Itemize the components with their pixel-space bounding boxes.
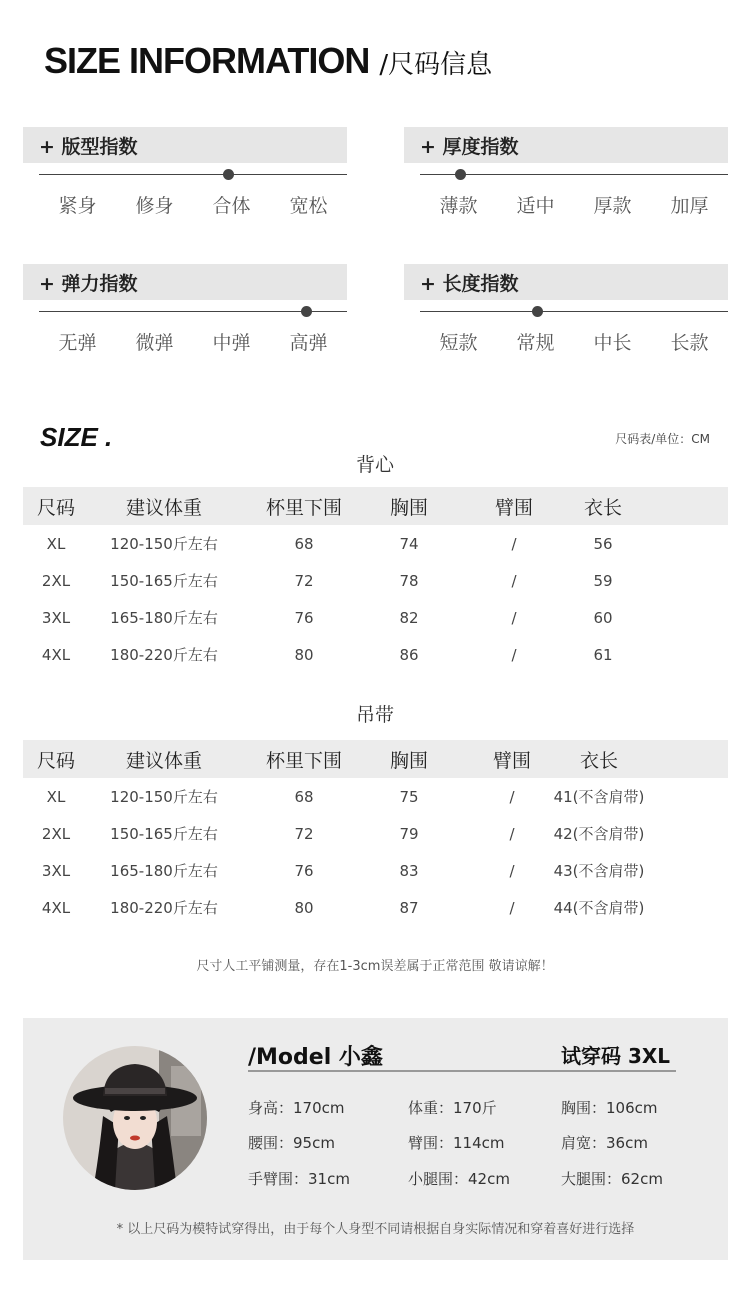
elasticity-index-label: + 弹力指数 bbox=[39, 273, 138, 295]
table-cell: / bbox=[511, 534, 517, 553]
table-row bbox=[23, 889, 728, 926]
header-cell: 尺码 bbox=[36, 496, 75, 519]
elasticity-index bbox=[23, 264, 331, 384]
model-avatar bbox=[63, 1046, 207, 1190]
table-cell: 80 bbox=[294, 898, 314, 917]
table-cell: 76 bbox=[294, 608, 314, 627]
header-cell: 尺码 bbox=[36, 749, 75, 772]
table-cell: 3XL bbox=[41, 861, 71, 880]
table-cell: 79 bbox=[399, 824, 419, 843]
thickness-index bbox=[404, 127, 712, 247]
header-cell: 臂围 bbox=[492, 749, 531, 772]
table-cell: 74 bbox=[399, 534, 419, 553]
table-cell: 120-150斤左右 bbox=[110, 535, 218, 553]
length-option: 长款 bbox=[670, 332, 709, 354]
thickness-option: 加厚 bbox=[670, 195, 709, 217]
table-header bbox=[23, 487, 728, 525]
elasticity-index-marker bbox=[301, 306, 312, 317]
elasticity-option: 微弹 bbox=[135, 332, 174, 354]
length-option: 短款 bbox=[439, 332, 478, 354]
fit-option: 紧身 bbox=[58, 195, 97, 217]
title-english: SIZE INFORMATION bbox=[44, 40, 370, 81]
table-cell: 3XL bbox=[41, 608, 71, 627]
header-cell: 建议体重 bbox=[125, 496, 202, 519]
table-cell: / bbox=[511, 645, 517, 664]
length-option: 中长 bbox=[593, 332, 632, 354]
length-index bbox=[404, 264, 712, 384]
elasticity-option: 中弹 bbox=[212, 332, 251, 354]
elasticity-option: 无弹 bbox=[58, 332, 97, 354]
header-cell: 建议体重 bbox=[125, 749, 202, 772]
header-cell: 杯里下围 bbox=[265, 496, 342, 519]
table-cell: 180-220斤左右 bbox=[110, 646, 218, 664]
length-index-track bbox=[420, 311, 728, 312]
fit-index-marker bbox=[223, 169, 234, 180]
table-cell: / bbox=[511, 608, 517, 627]
table-cell: 43(不含肩带) bbox=[553, 862, 645, 880]
header-cell: 衣长 bbox=[583, 496, 622, 519]
table-row bbox=[23, 815, 728, 852]
table-cell: 76 bbox=[294, 861, 314, 880]
header-cell: 臂围 bbox=[494, 496, 533, 519]
measurement-note: 尺寸人工平铺测量，存在1-3cm误差属于正常范围 敬请谅解！ bbox=[196, 959, 554, 974]
unit-label: 尺码表/单位：CM bbox=[615, 432, 710, 446]
length-index-label: + 长度指数 bbox=[420, 273, 519, 295]
model-name: /Model 小鑫 bbox=[248, 1045, 383, 1070]
table-cell: 2XL bbox=[41, 571, 71, 590]
table-cell: 150-165斤左右 bbox=[110, 572, 218, 590]
table-cell: / bbox=[509, 861, 515, 880]
model-info-panel bbox=[23, 1018, 728, 1260]
model-divider bbox=[248, 1070, 676, 1072]
table-cell: / bbox=[511, 571, 517, 590]
table-row bbox=[23, 636, 728, 673]
fit-option: 修身 bbox=[135, 195, 174, 217]
table-cell: / bbox=[509, 824, 515, 843]
table-cell: 68 bbox=[294, 787, 314, 806]
table-cell: 41(不含肩带) bbox=[553, 788, 645, 806]
model-weight: 体重：170斤 bbox=[408, 1099, 497, 1117]
table-row bbox=[23, 562, 728, 599]
header-cell: 胸围 bbox=[389, 496, 428, 519]
table-cell: 59 bbox=[593, 571, 613, 590]
table-cell: 165-180斤左右 bbox=[110, 862, 218, 880]
page-title bbox=[44, 40, 492, 82]
model-arm: 手臂围：31cm bbox=[248, 1170, 350, 1188]
fit-option: 宽松 bbox=[289, 195, 328, 217]
header-cell: 胸围 bbox=[389, 749, 428, 772]
table-cell: / bbox=[509, 898, 515, 917]
table-row bbox=[23, 778, 728, 815]
table-cell: 82 bbox=[399, 608, 419, 627]
table-row bbox=[23, 525, 728, 562]
table-cell: 180-220斤左右 bbox=[110, 899, 218, 917]
table-header bbox=[23, 740, 728, 778]
thickness-option: 适中 bbox=[516, 195, 555, 217]
table-cell: 42(不含肩带) bbox=[553, 825, 645, 843]
fit-index-track bbox=[39, 174, 347, 175]
model-footnote: * 以上尺码为模特试穿得出，由于每个人身型不同请根据自身实际情况和穿着喜好进行选择 bbox=[116, 1222, 635, 1237]
table-cell: XL bbox=[46, 787, 66, 806]
table-cell: XL bbox=[46, 534, 66, 553]
table1-title: 背心 bbox=[355, 454, 394, 476]
fit-option: 合体 bbox=[212, 195, 251, 217]
table-cell: 86 bbox=[399, 645, 419, 664]
header-cell: 杯里下围 bbox=[265, 749, 342, 772]
table-cell: 60 bbox=[593, 608, 613, 627]
table-cell: 72 bbox=[294, 571, 314, 590]
table-cell: 150-165斤左右 bbox=[110, 825, 218, 843]
table-cell: 56 bbox=[593, 534, 613, 553]
model-calf: 小腿围：42cm bbox=[408, 1170, 510, 1188]
length-index-marker bbox=[532, 306, 543, 317]
thickness-option: 薄款 bbox=[439, 195, 478, 217]
thickness-index-label: + 厚度指数 bbox=[420, 136, 519, 158]
table-cell: 68 bbox=[294, 534, 314, 553]
model-thigh: 大腿围：62cm bbox=[561, 1170, 663, 1188]
model-height: 身高：170cm bbox=[248, 1099, 345, 1117]
size-table-vest bbox=[23, 487, 728, 673]
model-waist: 腰围：95cm bbox=[248, 1134, 335, 1152]
table-cell: 61 bbox=[593, 645, 613, 664]
model-try-size: 试穿码 3XL bbox=[561, 1044, 671, 1068]
model-bust: 胸围：106cm bbox=[561, 1099, 658, 1117]
fit-index-label: + 版型指数 bbox=[39, 136, 138, 158]
model-shoulder: 肩宽：36cm bbox=[561, 1134, 648, 1152]
thickness-option: 厚款 bbox=[593, 195, 632, 217]
length-option: 常规 bbox=[516, 332, 555, 354]
size-table-camisole bbox=[23, 740, 728, 926]
table-cell: 120-150斤左右 bbox=[110, 788, 218, 806]
table-cell: 4XL bbox=[41, 645, 71, 664]
table-cell: 78 bbox=[399, 571, 419, 590]
table-cell: 80 bbox=[294, 645, 314, 664]
table-cell: 165-180斤左右 bbox=[110, 609, 218, 627]
table-cell: 4XL bbox=[41, 898, 71, 917]
table-cell: 44(不含肩带) bbox=[553, 899, 645, 917]
fit-index bbox=[23, 127, 331, 247]
table-cell: 87 bbox=[399, 898, 419, 917]
table2-title: 吊带 bbox=[355, 704, 394, 726]
title-chinese: /尺码信息 bbox=[379, 50, 493, 80]
thickness-index-marker bbox=[455, 169, 466, 180]
table-cell: 72 bbox=[294, 824, 314, 843]
header-cell: 衣长 bbox=[579, 749, 618, 772]
size-heading: SIZE . bbox=[40, 422, 113, 452]
thickness-index-track bbox=[420, 174, 728, 175]
model-hip: 臂围：114cm bbox=[408, 1134, 505, 1152]
table-cell: 2XL bbox=[41, 824, 71, 843]
table-cell: 75 bbox=[399, 787, 419, 806]
table-row bbox=[23, 852, 728, 889]
elasticity-option: 高弹 bbox=[289, 332, 328, 354]
table-row bbox=[23, 599, 728, 636]
table-cell: 83 bbox=[399, 861, 419, 880]
table-cell: / bbox=[509, 787, 515, 806]
